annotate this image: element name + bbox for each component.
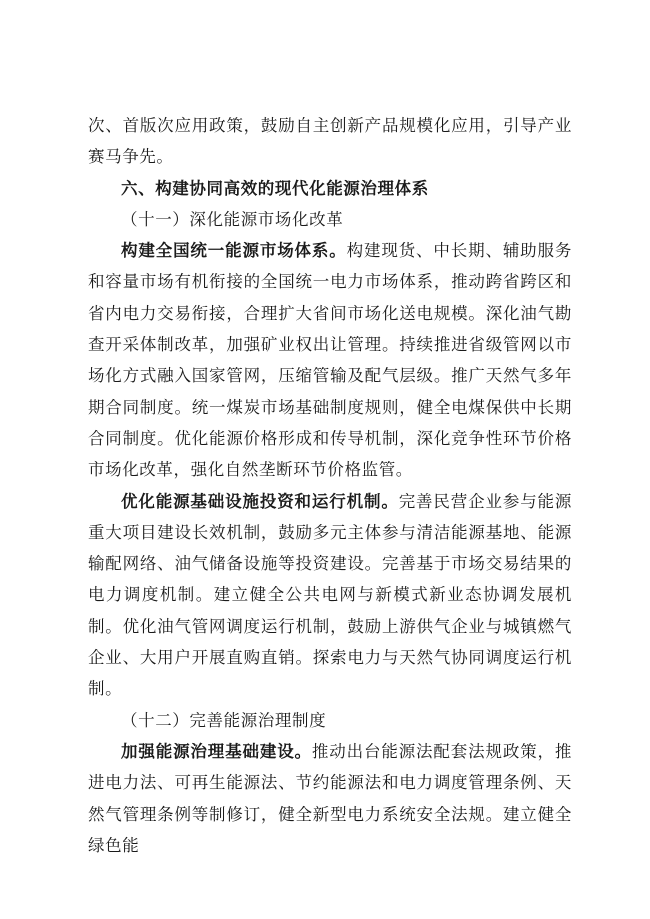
paragraph-lead: 加强能源治理基础建设。 — [121, 741, 312, 761]
paragraph-unified-market — [88, 235, 572, 485]
continued-paragraph: 次、首版次应用政策，鼓励自主创新产品规模化应用，引导产业赛马争先。 — [88, 116, 572, 167]
section-heading: 六、构建协同高效的现代化能源治理体系 — [121, 178, 429, 198]
paragraph-infrastructure-investment — [88, 486, 572, 705]
paragraph-lead: 构建全国统一能源市场体系。 — [121, 241, 347, 261]
paragraph-body: 构建现货、中长期、辅助服务和容量市场有机衔接的全国统一电力市场体系，推动跨省跨区和省内电力交易衔接，合理扩大省间市场化送电规模。深化油气勘查开采体制改革，加强矿业权出让管理。持续推进省级管网以市场化方式融入国家管网，压缩管输及配气层级。推广天然气多年期合同制度。统一煤炭市场基础制度规则，健全电煤保供中长期合同制度。优化能源价格形成和传导机制，深化竞争性环节价格市场化改革，强化自然垄断环节价格监管。 — [88, 241, 572, 480]
paragraph-lead: 优化能源基础设施投资和运行机制。 — [121, 491, 399, 511]
subsection-heading-12: （十二）完善能源治理制度 — [121, 710, 327, 730]
paragraph-body: 完善民营企业参与能源重大项目建设长效机制，鼓励多元主体参与清洁能源基地、能源输配网络、油气储备设施等投资建设。完善基于市场交易结果的电力调度机制。建立健全公共电网与新模式新业态协调发展机制。优化油气管网调度运行机制，鼓励上游供气企业与城镇燃气企业、大用户开展直购直销。探索电力与天然气协同调度运行机制。 — [88, 491, 573, 699]
subsection-heading-11: （十一）深化能源市场化改革 — [121, 209, 344, 229]
paragraph-body: 推动出台能源法配套法规政策，推进电力法、可再生能源法、节约能源法和电力调度管理条例、天然气管理条例等制修订，健全新型电力系统安全法规。建立健全绿色能 — [88, 741, 573, 855]
paragraph-governance-foundation — [88, 736, 572, 861]
document-page — [88, 110, 572, 861]
